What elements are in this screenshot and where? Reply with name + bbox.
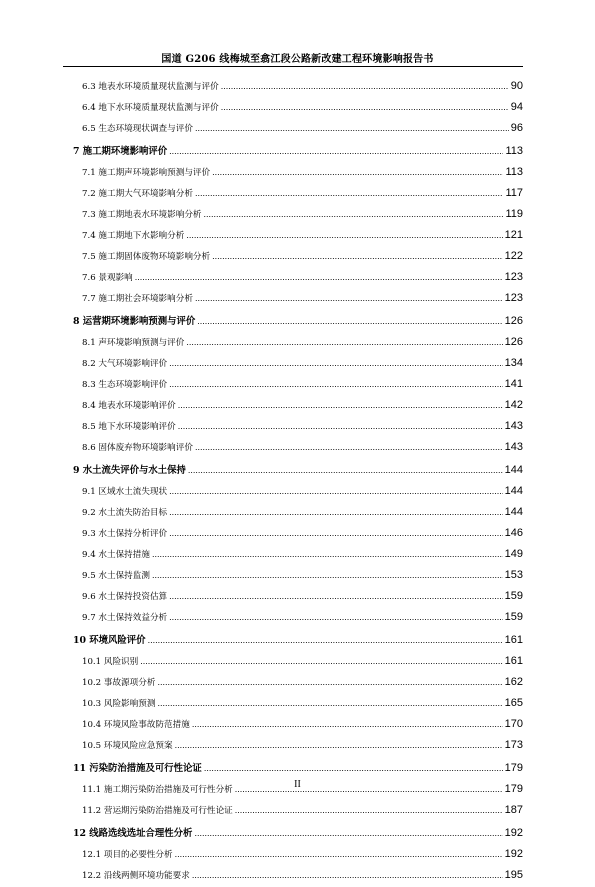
toc-section-entry[interactable] xyxy=(73,162,523,183)
toc-dot-leader xyxy=(157,693,502,714)
toc-dot-leader xyxy=(188,460,503,481)
toc-section-entry[interactable] xyxy=(73,288,523,309)
toc-entry-label: 9.2 水土流失防治目标 xyxy=(82,508,168,518)
toc-entry-page: 161 xyxy=(504,655,523,667)
toc-dot-leader xyxy=(175,735,503,756)
toc-entry-label: 8.1 声环境影响预测与评价 xyxy=(82,338,185,348)
toc-chapter-entry[interactable] xyxy=(73,460,523,481)
toc-entry-page: 161 xyxy=(504,634,523,646)
toc-dot-leader xyxy=(194,823,502,844)
toc-section-entry[interactable] xyxy=(73,225,523,246)
toc-dot-leader xyxy=(135,267,503,288)
toc-entry-label: 10 环境风险评价 xyxy=(73,635,146,646)
toc-dot-leader xyxy=(195,437,503,458)
toc-section-entry[interactable] xyxy=(73,437,523,458)
toc-section-entry[interactable] xyxy=(73,246,523,267)
toc-dot-leader xyxy=(197,311,502,332)
toc-entry-label: 10.1 风险识别 xyxy=(82,657,139,667)
toc-entry-page: 195 xyxy=(504,869,523,881)
toc-entry-label: 9.5 水土保持监测 xyxy=(82,571,150,581)
toc-entry-label: 12.1 项目的必要性分析 xyxy=(82,850,173,860)
toc-section-entry[interactable] xyxy=(73,672,523,693)
toc-entry-page: 123 xyxy=(504,271,523,283)
toc-entry-label: 7.1 施工期声环境影响预测与评价 xyxy=(82,168,211,178)
toc-section-entry[interactable] xyxy=(73,714,523,735)
toc-entry-page: 192 xyxy=(504,848,523,860)
toc-dot-leader xyxy=(169,607,502,628)
toc-entry-page: 179 xyxy=(504,783,523,795)
toc-section-entry[interactable] xyxy=(73,481,523,502)
toc-entry-label: 8.2 大气环境影响评价 xyxy=(82,359,168,369)
toc-entry-page: 153 xyxy=(504,569,523,581)
toc-entry-label: 12.2 沿线两侧环境功能要求 xyxy=(82,871,190,881)
toc-entry-page: 143 xyxy=(504,441,523,453)
toc-entry-page: 165 xyxy=(504,697,523,709)
toc-dot-leader xyxy=(169,502,502,523)
toc-entry-label: 8.3 生态环境影响评价 xyxy=(82,380,168,390)
toc-dot-leader xyxy=(169,353,502,374)
toc-entry-label: 11.2 营运期污染防治措施及可行性论证 xyxy=(82,806,233,816)
toc-entry-label: 9.6 水土保持投资估算 xyxy=(82,592,168,602)
toc-entry-label: 7.3 施工期地表水环境影响分析 xyxy=(82,210,202,220)
table-of-contents xyxy=(73,76,523,886)
toc-entry-label: 9.4 水土保持措施 xyxy=(82,550,150,560)
toc-entry-label: 11 污染防治措施及可行性论证 xyxy=(73,763,202,774)
toc-section-entry[interactable] xyxy=(73,607,523,628)
toc-section-entry[interactable] xyxy=(73,76,523,97)
toc-section-entry[interactable] xyxy=(73,693,523,714)
toc-entry-label: 7 施工期环境影响评价 xyxy=(73,146,168,157)
toc-dot-leader xyxy=(212,246,503,267)
toc-entry-label: 10.5 环境风险应急预案 xyxy=(82,741,173,751)
toc-section-entry[interactable] xyxy=(73,502,523,523)
toc-entry-page: 159 xyxy=(504,611,523,623)
toc-dot-leader xyxy=(221,76,509,97)
toc-dot-leader xyxy=(140,651,502,672)
toc-dot-leader xyxy=(157,672,502,693)
toc-section-entry[interactable] xyxy=(73,651,523,672)
toc-entry-label: 7.7 施工期社会环境影响分析 xyxy=(82,294,193,304)
toc-entry-page: 187 xyxy=(504,804,523,816)
toc-dot-leader xyxy=(192,714,503,735)
toc-entry-label: 9 水土流失评价与水土保持 xyxy=(73,465,186,476)
toc-entry-page: 90 xyxy=(510,80,523,92)
toc-dot-leader xyxy=(204,204,504,225)
header-rule xyxy=(63,66,523,67)
toc-entry-label: 6.5 生态环境现状调查与评价 xyxy=(82,124,193,134)
toc-entry-label: 12 线路选线选址合理性分析 xyxy=(73,828,193,839)
toc-entry-label: 8.5 地下水环境影响评价 xyxy=(82,422,176,432)
toc-entry-page: 117 xyxy=(505,187,523,199)
toc-entry-page: 143 xyxy=(504,420,523,432)
toc-entry-page: 119 xyxy=(505,208,523,220)
toc-chapter-entry[interactable] xyxy=(73,630,523,651)
toc-entry-page: 142 xyxy=(504,399,523,411)
toc-section-entry[interactable] xyxy=(73,800,523,821)
toc-entry-page: 159 xyxy=(504,590,523,602)
toc-chapter-entry[interactable] xyxy=(73,823,523,844)
toc-entry-page: 96 xyxy=(510,122,523,134)
toc-section-entry[interactable] xyxy=(73,395,523,416)
toc-entry-page: 122 xyxy=(504,250,523,262)
toc-dot-leader xyxy=(192,865,503,886)
toc-section-entry[interactable] xyxy=(73,735,523,756)
toc-entry-page: 144 xyxy=(504,464,523,476)
toc-entry-page: 134 xyxy=(504,357,523,369)
toc-entry-label: 7.5 施工期固体废物环境影响分析 xyxy=(82,252,211,262)
toc-entry-page: 126 xyxy=(504,336,523,348)
toc-entry-label: 10.2 事故源项分析 xyxy=(82,678,156,688)
toc-dot-leader xyxy=(178,395,503,416)
toc-entry-label: 10.3 风险影响预测 xyxy=(82,699,156,709)
toc-section-entry[interactable] xyxy=(73,565,523,586)
toc-section-entry[interactable] xyxy=(73,118,523,139)
toc-dot-leader xyxy=(186,332,502,353)
toc-entry-page: 113 xyxy=(505,166,523,178)
toc-entry-page: 94 xyxy=(510,101,523,113)
toc-entry-label: 6.3 地表水环境质量现状监测与评价 xyxy=(82,82,219,92)
toc-section-entry[interactable] xyxy=(73,586,523,607)
toc-entry-page: 146 xyxy=(504,527,523,539)
toc-section-entry[interactable] xyxy=(73,374,523,395)
toc-section-entry[interactable] xyxy=(73,844,523,865)
toc-dot-leader xyxy=(169,523,502,544)
toc-section-entry[interactable] xyxy=(73,544,523,565)
toc-entry-label: 9.3 水土保持分析评价 xyxy=(82,529,168,539)
toc-chapter-entry[interactable] xyxy=(73,758,523,779)
toc-chapter-entry[interactable] xyxy=(73,311,523,332)
toc-entry-page: 170 xyxy=(504,718,523,730)
page-header-title: 国道 G206 线梅城至翕江段公路新改建工程环境影响报告书 xyxy=(161,54,434,65)
toc-entry-label: 7.2 施工期大气环境影响分析 xyxy=(82,189,193,199)
toc-dot-leader xyxy=(204,758,503,779)
toc-section-entry[interactable] xyxy=(73,183,523,204)
toc-dot-leader xyxy=(195,183,504,204)
toc-entry-label: 7.4 施工期地下水影响分析 xyxy=(82,231,185,241)
toc-dot-leader xyxy=(152,565,503,586)
toc-entry-label: 7.6 景观影响 xyxy=(82,273,133,283)
toc-section-entry[interactable] xyxy=(73,204,523,225)
toc-section-entry[interactable] xyxy=(73,416,523,437)
toc-entry-page: 113 xyxy=(505,145,523,157)
toc-dot-leader xyxy=(169,374,502,395)
toc-entry-label: 9.1 区域水土流失现状 xyxy=(82,487,168,497)
toc-entry-page: 126 xyxy=(504,315,523,327)
toc-entry-page: 179 xyxy=(504,762,523,774)
toc-dot-leader xyxy=(169,586,502,607)
toc-section-entry[interactable] xyxy=(73,332,523,353)
toc-entry-label: 11.1 施工期污染防治措施及可行性分析 xyxy=(82,785,233,795)
toc-entry-page: 149 xyxy=(504,548,523,560)
toc-entry-label: 10.4 环境风险事故防范措施 xyxy=(82,720,190,730)
toc-entry-page: 192 xyxy=(504,827,523,839)
toc-dot-leader xyxy=(195,118,509,139)
toc-entry-page: 144 xyxy=(504,506,523,518)
toc-section-entry[interactable] xyxy=(73,523,523,544)
toc-dot-leader xyxy=(169,141,503,162)
toc-entry-page: 173 xyxy=(504,739,523,751)
toc-dot-leader xyxy=(235,800,503,821)
toc-entry-label: 9.7 水土保持效益分析 xyxy=(82,613,168,623)
toc-section-entry[interactable] xyxy=(73,97,523,118)
toc-section-entry[interactable] xyxy=(73,267,523,288)
toc-dot-leader xyxy=(186,225,502,246)
toc-entry-page: 162 xyxy=(504,676,523,688)
toc-chapter-entry[interactable] xyxy=(73,141,523,162)
toc-dot-leader xyxy=(169,481,502,502)
toc-dot-leader xyxy=(148,630,503,651)
toc-entry-label: 8.4 地表水环境影响评价 xyxy=(82,401,176,411)
toc-entry-label: 8 运营期环境影响预测与评价 xyxy=(73,316,196,327)
page-number: II xyxy=(294,779,301,790)
toc-entry-page: 123 xyxy=(504,292,523,304)
toc-entry-label: 6.4 地下水环境质量现状监测与评价 xyxy=(82,103,219,113)
toc-section-entry[interactable] xyxy=(73,353,523,374)
toc-entry-label: 8.6 固体废弃物环境影响评价 xyxy=(82,443,193,453)
toc-entry-page: 121 xyxy=(504,229,523,241)
toc-dot-leader xyxy=(221,97,509,118)
toc-entry-page: 144 xyxy=(504,485,523,497)
toc-section-entry[interactable] xyxy=(73,865,523,886)
toc-dot-leader xyxy=(152,544,503,565)
toc-dot-leader xyxy=(175,844,503,865)
toc-entry-page: 141 xyxy=(504,378,523,390)
toc-dot-leader xyxy=(178,416,503,437)
toc-dot-leader xyxy=(195,288,503,309)
toc-dot-leader xyxy=(212,162,503,183)
